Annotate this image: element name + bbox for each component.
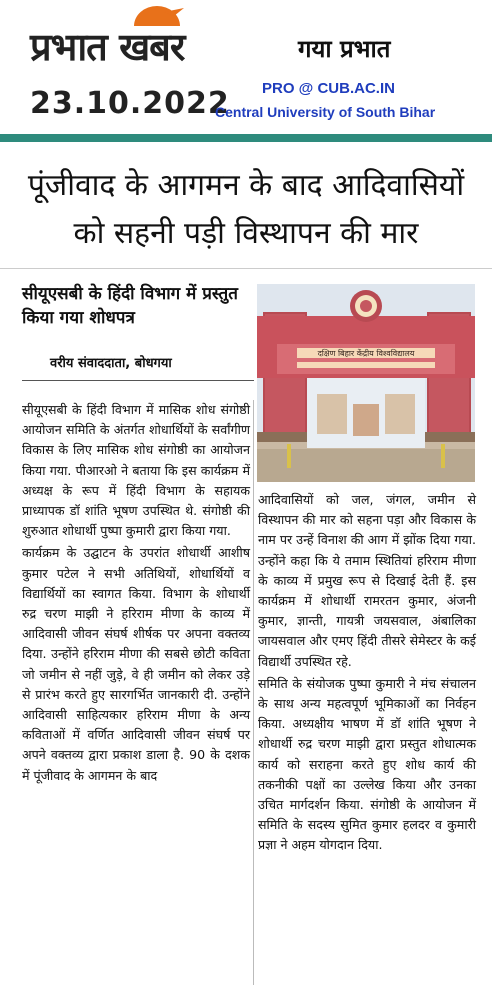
gate-sign-text: दक्षिण बिहार केंद्रीय विश्वविद्यालय (317, 349, 415, 358)
article-paragraph: समिति के संयोजक पुष्पा कुमारी ने मंच संचालन के साथ अन्य महत्वपूर्ण भूमिकाओं का निर्वहन किया. अध्यक्षीय भाषण में डॉ शांति भूषण ने शोधार्थी रुद्र चरण माझी द्वारा प्रस्तुत शोधात्मक कार्य को सराहना करते हुए शोध कार्य की तकनीकी पक्षों का उल्लेख किया और उनका उचित मार्गदर्शन किया. संगोष्ठी के आयोजन में समिति के सदस्य सुमित कुमार हलदर व कुमारी प्रज्ञा ने अहम योगदान दिया. (258, 675, 476, 853)
article-column-right (258, 490, 476, 990)
newspaper-logo: प्रभात खबर (30, 25, 185, 69)
gate-photo-illustration (257, 284, 475, 482)
article-byline: वरीय संवाददाता, बोधगया (50, 356, 172, 371)
publication-date: 23.10.2022 (30, 86, 230, 121)
headline-line-2: को सहनी पड़ी विस्थापन की मार (73, 216, 419, 251)
article-paragraph: सीयूएसबी के हिंदी विभाग में मासिक शोध संगोष्ठी आयोजन समिति के अंतर्गत शोधार्थियों के सर्वांगीण विकास के लिए मासिक शोध संगोष्ठी का आयोजन किया गया. पीआरओ ने बताया कि इस कार्यक्रम में अध्यक्ष के रूप में हिंदी विभाग के सहायक प्राध्यापक डॉ शांति भूषण उपस्थित थे. संगोष्ठी की शुरुआत शोधार्थी पुष्पा कुमारी द्वारा किया गया. (22, 402, 250, 539)
article-subhead: सीयूएसबी के हिंदी विभाग में प्रस्तुत किया गया शोधपत्र (22, 284, 238, 328)
credit-email: PRO @ CUB.AC.IN (262, 80, 395, 97)
edition-name: गया प्रभात (298, 35, 391, 63)
headline-divider (0, 268, 492, 269)
column-divider (253, 400, 254, 985)
byline-divider (22, 380, 254, 381)
credit-institution: Central University of South Bihar (215, 104, 436, 120)
article-paragraph: कार्यक्रम के उद्घाटन के उपरांत शोधार्थी आशीष कुमार पटेल ने सभी अतिथियों, शोधार्थियों व विद्यार्थियों का स्वागत किया. विभाग के शोधार्थी रुद्र चरण माझी ने हरिराम मीणा के काव्य में आदिवासी जीवन संघर्ष शीर्षक पर अपना वक्तव्य दिया. उन्होंने हरिराम मीणा की सबसे छोटी कविता जो जमीन से नहीं जुड़े, वे ही जमीन को लेकर उड़े से प्रारंभ करते हुए सारगर्भित जानकारी दी. उन्होंने आदिवासी साहित्यकार हरिराम मीणा के अन्य कविताओं में वर्णित आदिवासी जीवन संघर्ष पर अपने वक्तव्य द्वारा प्रकाश डाला है. 90 के दशक में पूंजीवाद के आगमन के बाद (22, 545, 250, 783)
headline-line-1: पूंजीवाद के आगमन के बाद आदिवासियों (27, 168, 465, 203)
article-paragraph: आदिवासियों को जल, जंगल, जमीन से विस्थापन की मार को सहना पड़ा और विकास के नाम पर उन्हें विनाश की आग में झोंक दिया गया. उन्होंने कहा कि ये तमाम स्थितियां हरिराम मीणा के काव्य में प्रमुख रूप से दिखाई देती हैं. इस कार्यक्रम में शोधार्थी रामरतन कुमार, अंजनी कुमार, ज्ञान्ती, गायत्री जयसवाल, अंबालिका जायसवाल और एमए हिंदी तीसरे सेमेस्टर के कई विद्यार्थी उपस्थित रहे. (258, 492, 476, 669)
newspaper-masthead (0, 0, 492, 135)
article-column-left (22, 400, 250, 990)
university-gate-photo (257, 284, 475, 482)
article-headline (0, 162, 492, 258)
masthead-divider (0, 134, 492, 142)
